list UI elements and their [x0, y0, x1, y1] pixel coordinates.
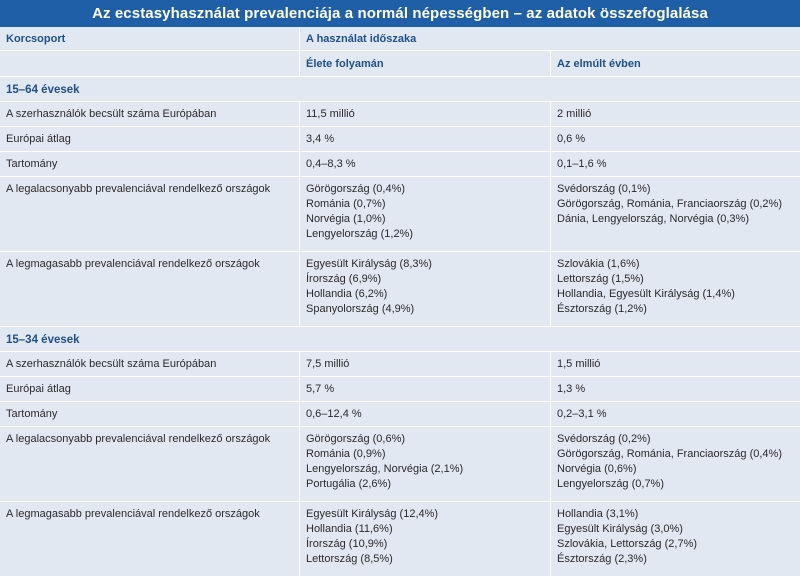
- country-entry: Lengyelország, Norvégia (2,1%): [306, 463, 464, 475]
- lifetime-value: 7,5 millió: [300, 352, 551, 376]
- country-entry: Szlovákia, Lettország (2,7%): [557, 538, 698, 550]
- country-entry: Svédország (0,2%): [557, 433, 651, 445]
- row-label: Tartomány: [0, 152, 300, 176]
- row-label: A legmagasabb prevalenciával rendelkező országok: [0, 252, 300, 326]
- country-entry: Románia (0,7%): [306, 198, 386, 210]
- country-entry: Észtország (1,2%): [557, 303, 647, 315]
- last-year-value: 2 millió: [557, 108, 592, 120]
- table-row: [0, 377, 800, 402]
- country-entry: Hollandia (11,6%): [306, 523, 393, 535]
- row-label: A szerhasználók becsült száma Európában: [0, 102, 300, 126]
- row-label: Tartomány: [0, 402, 300, 426]
- country-entry: Spanyolország (4,9%): [306, 303, 415, 315]
- table-row: [0, 177, 800, 252]
- header-row-period: [0, 27, 800, 51]
- last-year-value: 0,1–1,6 %: [557, 158, 607, 170]
- lifetime-value: [300, 427, 551, 501]
- country-entry: Svédország (0,1%): [557, 183, 651, 195]
- table-row: [0, 127, 800, 152]
- last-year-value: [551, 502, 800, 576]
- section-row: [0, 327, 800, 352]
- lifetime-value: 0,4–8,3 %: [300, 152, 551, 176]
- section-row: [0, 77, 800, 102]
- table-row: [0, 502, 800, 576]
- country-entry: Románia (0,9%): [306, 448, 386, 460]
- country-entry: Egyesült Királyság (12,4%): [306, 508, 439, 520]
- country-entry: Hollandia (3,1%): [557, 508, 639, 520]
- table-row: [0, 102, 800, 127]
- header-row-columns: [0, 51, 800, 77]
- country-entry: Görögország (0,6%): [306, 433, 406, 445]
- country-entry: Lettország (1,5%): [557, 273, 644, 285]
- country-entry: Norvégia (1,0%): [306, 213, 386, 225]
- country-entry: Egyesült Királyság (3,0%): [557, 523, 683, 535]
- country-entry: Írország (10,9%): [306, 538, 388, 550]
- country-entry: Írország (6,9%): [306, 273, 382, 285]
- header-age-group: Korcsoport: [0, 27, 300, 50]
- lifetime-value: [300, 502, 551, 576]
- last-year-value: 0,6 %: [557, 133, 586, 145]
- table-row: [0, 152, 800, 177]
- country-entry: Hollandia (6,2%): [306, 288, 388, 300]
- country-entry: Görögország, Románia, Franciaország (0,4%): [557, 448, 782, 460]
- row-label: A legalacsonyabb prevalenciával rendelkező országok: [0, 427, 300, 501]
- last-year-value: 1,3 %: [557, 383, 586, 395]
- row-label: Európai átlag: [0, 127, 300, 151]
- country-entry: Norvégia (0,6%): [557, 463, 637, 475]
- country-entry: Görögország, Románia, Franciaország (0,2%): [557, 198, 782, 210]
- country-entry: Szlovákia (1,6%): [557, 258, 640, 270]
- country-entry: Dánia, Lengyelország, Norvégia (0,3%): [557, 213, 749, 225]
- section-label: 15–34 évesek: [6, 334, 80, 346]
- last-year-value: [551, 177, 800, 251]
- last-year-value: 1,5 millió: [557, 358, 601, 370]
- row-label: A szerhasználók becsült száma Európában: [0, 352, 300, 376]
- lifetime-value: 11,5 millió: [300, 102, 551, 126]
- row-label: A legmagasabb prevalenciával rendelkező országok: [0, 502, 300, 576]
- lifetime-value: [300, 252, 551, 326]
- country-entry: Görögország (0,4%): [306, 183, 406, 195]
- row-label: A legalacsonyabb prevalenciával rendelkező országok: [0, 177, 300, 251]
- table-row: [0, 252, 800, 327]
- country-entry: Portugália (2,6%): [306, 478, 391, 490]
- last-year-value: [551, 252, 800, 326]
- prevalence-table: [0, 27, 800, 576]
- lifetime-value: 0,6–12,4 %: [300, 402, 551, 426]
- header-period: A használat időszaka: [306, 33, 417, 45]
- country-entry: Lettország (8,5%): [306, 553, 393, 565]
- header-lifetime: Élete folyamán: [300, 51, 551, 76]
- last-year-value: 0,2–3,1 %: [557, 408, 607, 420]
- country-entry: Egyesült Királyság (8,3%): [306, 258, 432, 270]
- table-title: Az ecstasyhasználat prevalenciája a normál népességben – az adatok összefoglalása: [0, 0, 800, 27]
- lifetime-value: [300, 177, 551, 251]
- header-last-year: Az elmúlt évben: [557, 58, 641, 70]
- table-row: [0, 352, 800, 377]
- last-year-value: [551, 427, 800, 501]
- header-empty: [0, 51, 300, 76]
- country-entry: Hollandia, Egyesült Királyság (1,4%): [557, 288, 735, 300]
- country-entry: Észtország (2,3%): [557, 553, 647, 565]
- table-row: [0, 402, 800, 427]
- country-entry: Lengyelország (0,7%): [557, 478, 665, 490]
- section-label: 15–64 évesek: [6, 84, 80, 96]
- lifetime-value: 3,4 %: [300, 127, 551, 151]
- lifetime-value: 5,7 %: [300, 377, 551, 401]
- row-label: Európai átlag: [0, 377, 300, 401]
- country-entry: Lengyelország (1,2%): [306, 228, 414, 240]
- table-row: [0, 427, 800, 502]
